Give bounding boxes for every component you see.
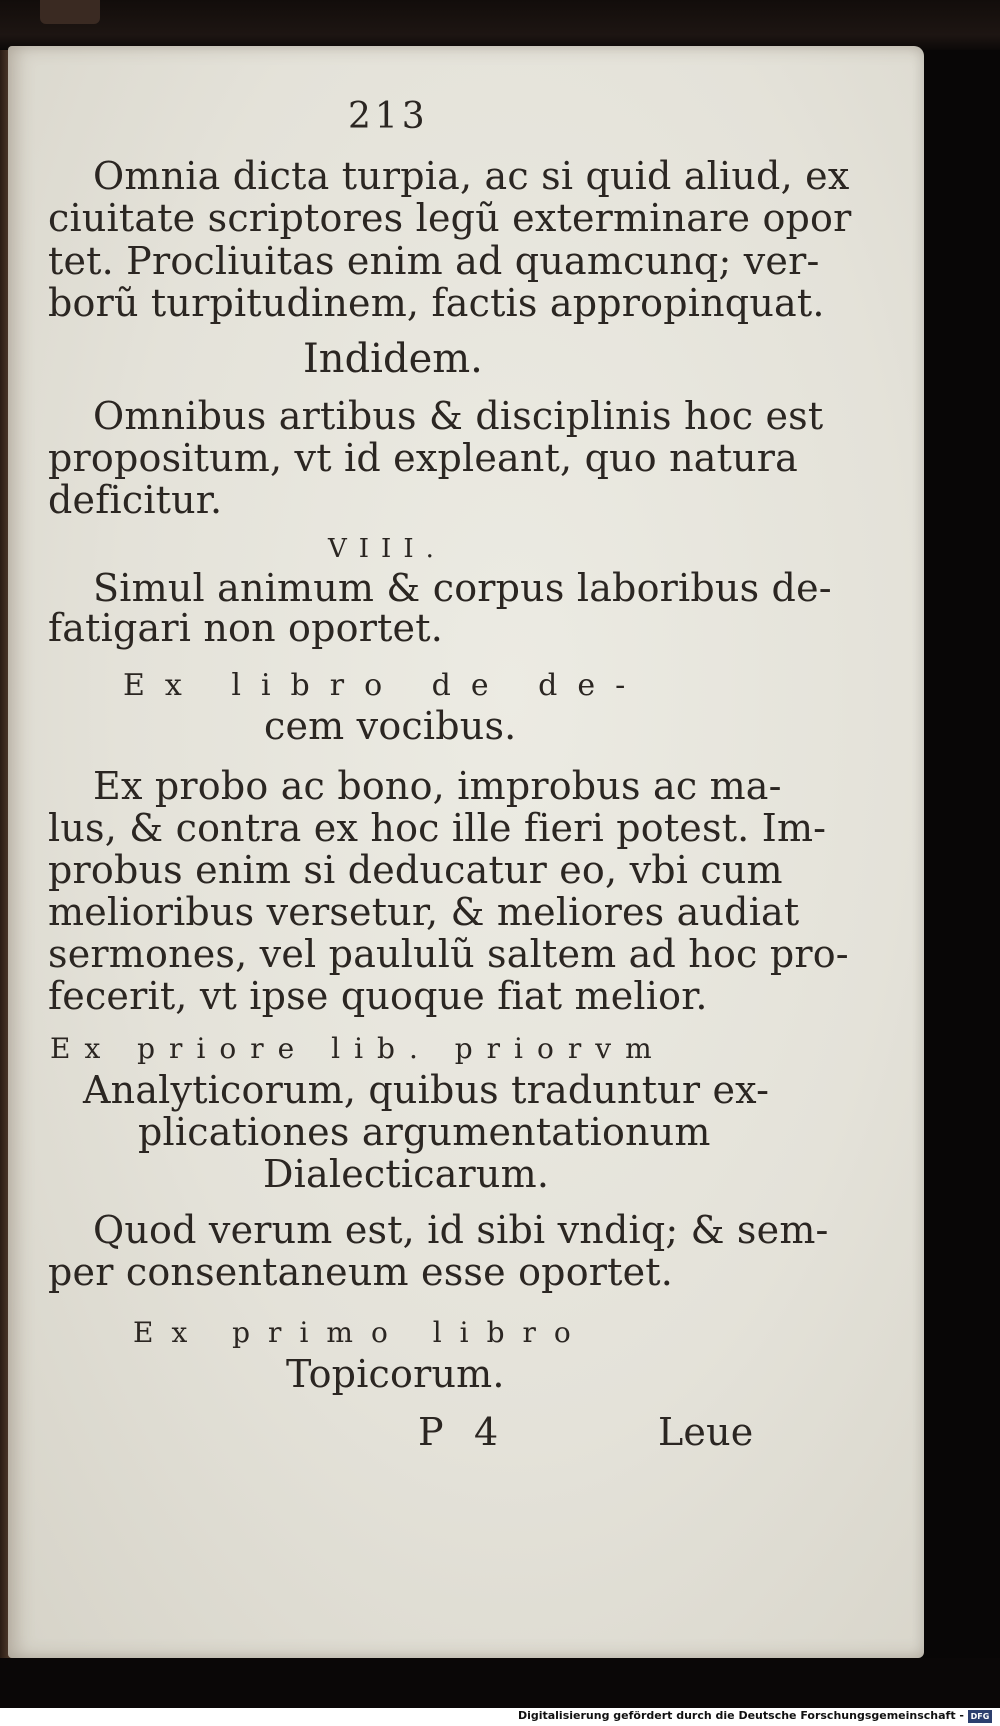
book-top-edge xyxy=(0,0,1000,50)
section-heading: Ex primo libro xyxy=(133,1316,589,1349)
book-bottom-edge xyxy=(0,1658,1000,1708)
spine-mark xyxy=(40,0,100,24)
text-line: Omnia dicta turpia, ac si quid aliud, ex xyxy=(93,154,850,198)
text-line: Simul animum & corpus laboribus de- xyxy=(93,566,832,610)
section-heading: Analyticorum, quibus traduntur ex- xyxy=(83,1068,770,1112)
book-page xyxy=(8,46,924,1658)
text-line: lus, & contra ex hoc ille fieri potest. Im- xyxy=(48,806,827,850)
section-heading: Topicorum. xyxy=(286,1352,505,1396)
text-line: melioribus versetur, & meliores audiat xyxy=(48,890,800,934)
catchword: Leue xyxy=(658,1410,754,1454)
funding-credit: Digitalisierung gefördert durch die Deutsche Forschungsgemeinschaft - xyxy=(517,1709,964,1722)
text-line: deficitur. xyxy=(48,478,223,522)
section-heading: Ex priore lib. priorvm xyxy=(50,1032,666,1065)
text-line: borũ turpitudinem, factis appropinquat. xyxy=(48,281,825,325)
text-line: per consentaneum esse oportet. xyxy=(48,1250,674,1294)
section-heading: Dialecticarum. xyxy=(263,1152,550,1196)
section-heading: VIII. xyxy=(328,534,446,564)
dfg-logo: DFG xyxy=(968,1710,992,1723)
section-heading: cem vocibus. xyxy=(264,704,517,748)
text-line: Quod verum est, id sibi vndiq; & sem- xyxy=(93,1208,829,1252)
text-line: propositum, vt id expleant, quo natura xyxy=(48,436,799,480)
page-number: 213 xyxy=(348,96,429,137)
section-heading: plicationes argumentationum xyxy=(138,1110,711,1154)
section-heading: Ex libro de de- xyxy=(123,668,646,703)
text-line: fecerit, vt ipse quoque fiat melior. xyxy=(48,974,708,1018)
section-heading: Indidem. xyxy=(303,336,483,382)
text-line: Omnibus artibus & disciplinis hoc est xyxy=(93,394,824,438)
text-line: ciuitate scriptores legũ exterminare opor xyxy=(48,196,852,240)
digitization-footer xyxy=(0,1708,1000,1726)
text-line: sermones, vel paululũ saltem ad hoc pro- xyxy=(48,932,849,976)
text-line: Ex probo ac bono, improbus ac ma- xyxy=(93,764,782,808)
signature-mark: P 4 xyxy=(418,1410,499,1454)
text-line: tet. Procliuitas enim ad quamcunq; ver- xyxy=(48,239,820,283)
text-line: probus enim si deducatur eo, vbi cum xyxy=(48,848,783,892)
text-line: fatigari non oportet. xyxy=(48,606,443,650)
